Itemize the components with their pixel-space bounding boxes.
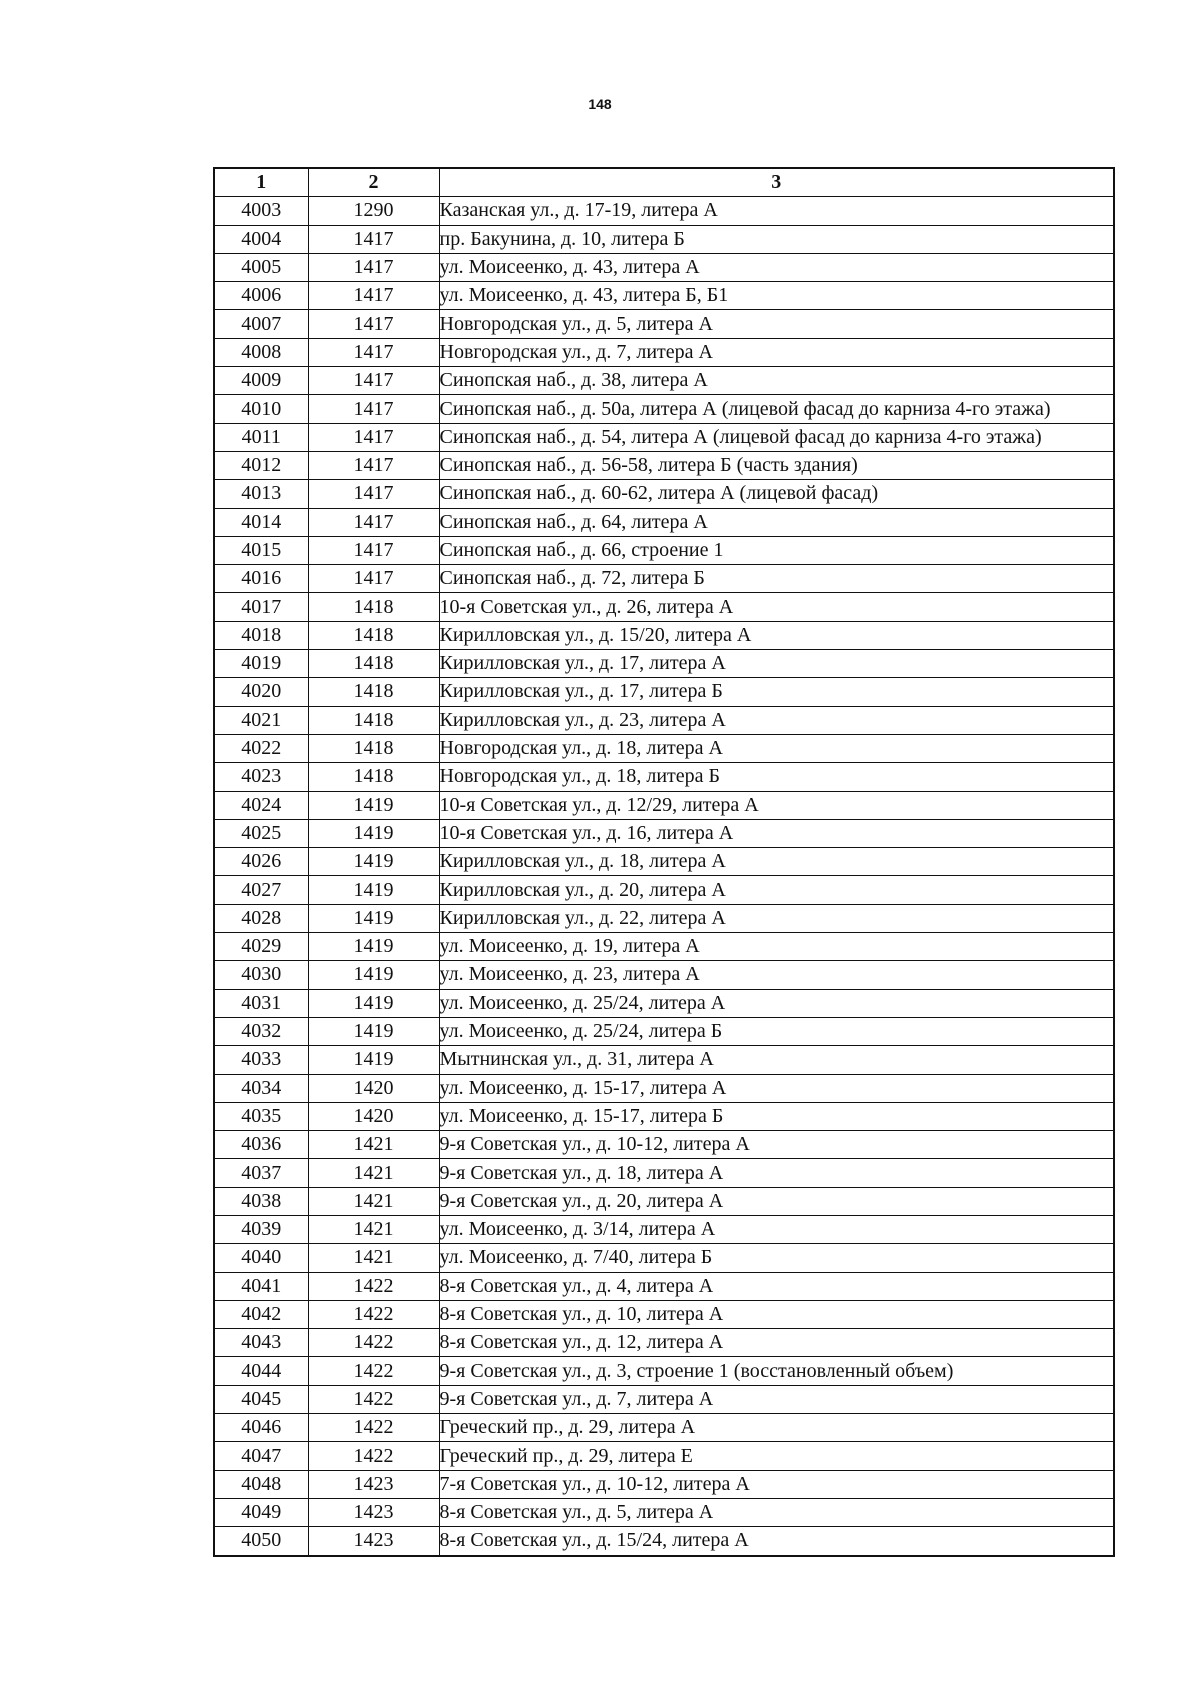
row-number-cell: 4034 [214, 1074, 308, 1102]
row-number-cell: 4010 [214, 395, 308, 423]
row-number-cell: 4015 [214, 536, 308, 564]
table-row [214, 1017, 1114, 1045]
code-cell: 1417 [308, 225, 439, 253]
row-number-cell: 4045 [214, 1385, 308, 1413]
code-cell: 1418 [308, 734, 439, 762]
table-row [214, 480, 1114, 508]
address-cell: Кирилловская ул., д. 18, литера А [439, 848, 1114, 876]
table-row [214, 565, 1114, 593]
row-number-cell: 4028 [214, 904, 308, 932]
table-row [214, 1414, 1114, 1442]
table-row [214, 933, 1114, 961]
row-number-cell: 4031 [214, 989, 308, 1017]
code-cell: 1423 [308, 1527, 439, 1556]
address-cell: ул. Моисеенко, д. 23, литера А [439, 961, 1114, 989]
address-cell: Синопская наб., д. 64, литера А [439, 508, 1114, 536]
code-cell: 1418 [308, 678, 439, 706]
table-row [214, 536, 1114, 564]
row-number-cell: 4033 [214, 1046, 308, 1074]
table-row [214, 367, 1114, 395]
table-body [214, 197, 1114, 1556]
address-cell: ул. Моисеенко, д. 3/14, литера А [439, 1215, 1114, 1243]
address-cell: ул. Моисеенко, д. 43, литера А [439, 253, 1114, 281]
row-number-cell: 4007 [214, 310, 308, 338]
table-row [214, 848, 1114, 876]
row-number-cell: 4047 [214, 1442, 308, 1470]
row-number-cell: 4043 [214, 1329, 308, 1357]
code-cell: 1417 [308, 282, 439, 310]
row-number-cell: 4018 [214, 621, 308, 649]
address-cell: Кирилловская ул., д. 17, литера Б [439, 678, 1114, 706]
table-row [214, 1442, 1114, 1470]
address-cell: Кирилловская ул., д. 20, литера А [439, 876, 1114, 904]
address-cell: 7-я Советская ул., д. 10-12, литера А [439, 1470, 1114, 1498]
code-cell: 1418 [308, 763, 439, 791]
code-cell: 1421 [308, 1244, 439, 1272]
row-number-cell: 4042 [214, 1300, 308, 1328]
row-number-cell: 4008 [214, 338, 308, 366]
row-number-cell: 4035 [214, 1102, 308, 1130]
address-cell: 8-я Советская ул., д. 5, литера А [439, 1498, 1114, 1526]
address-cell: ул. Моисеенко, д. 25/24, литера А [439, 989, 1114, 1017]
table-row [214, 1527, 1114, 1556]
code-cell: 1419 [308, 791, 439, 819]
address-cell: 8-я Советская ул., д. 15/24, литера А [439, 1527, 1114, 1556]
code-cell: 1290 [308, 197, 439, 225]
code-cell: 1421 [308, 1131, 439, 1159]
table-row [214, 989, 1114, 1017]
code-cell: 1419 [308, 1017, 439, 1045]
address-cell: 10-я Советская ул., д. 16, литера А [439, 819, 1114, 847]
address-cell: Новгородская ул., д. 18, литера Б [439, 763, 1114, 791]
code-cell: 1417 [308, 565, 439, 593]
row-number-cell: 4006 [214, 282, 308, 310]
table-row [214, 1244, 1114, 1272]
code-cell: 1418 [308, 621, 439, 649]
row-number-cell: 4027 [214, 876, 308, 904]
address-cell: 8-я Советская ул., д. 4, литера А [439, 1272, 1114, 1300]
code-cell: 1417 [308, 480, 439, 508]
page-number: 148 [588, 96, 612, 112]
code-cell: 1422 [308, 1300, 439, 1328]
table-row [214, 282, 1114, 310]
row-number-cell: 4023 [214, 763, 308, 791]
row-number-cell: 4044 [214, 1357, 308, 1385]
code-cell: 1417 [308, 395, 439, 423]
column-header-3: 3 [439, 168, 1114, 197]
table-row [214, 225, 1114, 253]
code-cell: 1419 [308, 1046, 439, 1074]
table-row [214, 819, 1114, 847]
row-number-cell: 4005 [214, 253, 308, 281]
table-row [214, 253, 1114, 281]
table-row [214, 1187, 1114, 1215]
row-number-cell: 4039 [214, 1215, 308, 1243]
address-cell: Новгородская ул., д. 7, литера А [439, 338, 1114, 366]
code-cell: 1418 [308, 706, 439, 734]
code-cell: 1417 [308, 508, 439, 536]
table-row [214, 1300, 1114, 1328]
address-cell: Греческий пр., д. 29, литера А [439, 1414, 1114, 1442]
address-cell: ул. Моисеенко, д. 15-17, литера А [439, 1074, 1114, 1102]
table-row [214, 876, 1114, 904]
row-number-cell: 4038 [214, 1187, 308, 1215]
code-cell: 1423 [308, 1498, 439, 1526]
address-cell: Греческий пр., д. 29, литера Е [439, 1442, 1114, 1470]
address-cell: Синопская наб., д. 38, литера А [439, 367, 1114, 395]
table-row [214, 1329, 1114, 1357]
address-cell: Казанская ул., д. 17-19, литера А [439, 197, 1114, 225]
table-row [214, 338, 1114, 366]
table-row [214, 395, 1114, 423]
row-number-cell: 4049 [214, 1498, 308, 1526]
table-row [214, 1357, 1114, 1385]
address-cell: Синопская наб., д. 56-58, литера Б (часть здания) [439, 451, 1114, 479]
table-row [214, 310, 1114, 338]
address-cell: Мытнинская ул., д. 31, литера А [439, 1046, 1114, 1074]
table-row [214, 1159, 1114, 1187]
table-row [214, 706, 1114, 734]
address-cell: 9-я Советская ул., д. 18, литера А [439, 1159, 1114, 1187]
address-cell: пр. Бакунина, д. 10, литера Б [439, 225, 1114, 253]
address-cell: ул. Моисеенко, д. 43, литера Б, Б1 [439, 282, 1114, 310]
address-cell: Синопская наб., д. 60-62, литера А (лицевой фасад) [439, 480, 1114, 508]
address-cell: 10-я Советская ул., д. 12/29, литера А [439, 791, 1114, 819]
address-cell: 10-я Советская ул., д. 26, литера А [439, 593, 1114, 621]
header-row [214, 168, 1114, 197]
row-number-cell: 4041 [214, 1272, 308, 1300]
code-cell: 1420 [308, 1074, 439, 1102]
row-number-cell: 4003 [214, 197, 308, 225]
code-cell: 1417 [308, 367, 439, 395]
address-cell: Кирилловская ул., д. 23, литера А [439, 706, 1114, 734]
code-cell: 1421 [308, 1187, 439, 1215]
row-number-cell: 4004 [214, 225, 308, 253]
table-row [214, 650, 1114, 678]
code-cell: 1422 [308, 1329, 439, 1357]
code-cell: 1422 [308, 1385, 439, 1413]
code-cell: 1417 [308, 253, 439, 281]
address-cell: 8-я Советская ул., д. 12, литера А [439, 1329, 1114, 1357]
code-cell: 1417 [308, 338, 439, 366]
table-row [214, 961, 1114, 989]
table-row [214, 1385, 1114, 1413]
row-number-cell: 4017 [214, 593, 308, 621]
table-row [214, 1470, 1114, 1498]
table-row [214, 1498, 1114, 1526]
address-cell: Синопская наб., д. 66, строение 1 [439, 536, 1114, 564]
address-cell: ул. Моисеенко, д. 7/40, литера Б [439, 1244, 1114, 1272]
address-cell: ул. Моисеенко, д. 15-17, литера Б [439, 1102, 1114, 1130]
code-cell: 1419 [308, 933, 439, 961]
row-number-cell: 4009 [214, 367, 308, 395]
address-cell: Новгородская ул., д. 18, литера А [439, 734, 1114, 762]
row-number-cell: 4019 [214, 650, 308, 678]
code-cell: 1418 [308, 593, 439, 621]
row-number-cell: 4014 [214, 508, 308, 536]
address-cell: Кирилловская ул., д. 17, литера А [439, 650, 1114, 678]
table-row [214, 197, 1114, 225]
code-cell: 1420 [308, 1102, 439, 1130]
code-cell: 1419 [308, 961, 439, 989]
address-cell: ул. Моисеенко, д. 19, литера А [439, 933, 1114, 961]
row-number-cell: 4013 [214, 480, 308, 508]
row-number-cell: 4046 [214, 1414, 308, 1442]
code-cell: 1417 [308, 451, 439, 479]
code-cell: 1422 [308, 1357, 439, 1385]
table-row [214, 1074, 1114, 1102]
address-cell: 9-я Советская ул., д. 7, литера А [439, 1385, 1114, 1413]
row-number-cell: 4048 [214, 1470, 308, 1498]
table-row [214, 734, 1114, 762]
table-row [214, 678, 1114, 706]
row-number-cell: 4012 [214, 451, 308, 479]
table-row [214, 1131, 1114, 1159]
row-number-cell: 4050 [214, 1527, 308, 1556]
row-number-cell: 4040 [214, 1244, 308, 1272]
row-number-cell: 4026 [214, 848, 308, 876]
code-cell: 1417 [308, 536, 439, 564]
address-cell: Новгородская ул., д. 5, литера А [439, 310, 1114, 338]
code-cell: 1422 [308, 1414, 439, 1442]
column-header-1: 1 [214, 168, 308, 197]
code-cell: 1419 [308, 904, 439, 932]
row-number-cell: 4011 [214, 423, 308, 451]
table-row [214, 791, 1114, 819]
table-row [214, 621, 1114, 649]
table-row [214, 763, 1114, 791]
row-number-cell: 4037 [214, 1159, 308, 1187]
row-number-cell: 4021 [214, 706, 308, 734]
code-cell: 1422 [308, 1272, 439, 1300]
address-cell: Кирилловская ул., д. 15/20, литера А [439, 621, 1114, 649]
table-row [214, 423, 1114, 451]
registry-table [213, 167, 1115, 1557]
table-row [214, 1046, 1114, 1074]
row-number-cell: 4032 [214, 1017, 308, 1045]
address-cell: Синопская наб., д. 72, литера Б [439, 565, 1114, 593]
row-number-cell: 4025 [214, 819, 308, 847]
address-cell: 9-я Советская ул., д. 20, литера А [439, 1187, 1114, 1215]
row-number-cell: 4036 [214, 1131, 308, 1159]
row-number-cell: 4030 [214, 961, 308, 989]
address-cell: 9-я Советская ул., д. 3, строение 1 (восстановленный объем) [439, 1357, 1114, 1385]
row-number-cell: 4024 [214, 791, 308, 819]
code-cell: 1418 [308, 650, 439, 678]
address-cell: Синопская наб., д. 50а, литера А (лицевой фасад до карниза 4-го этажа) [439, 395, 1114, 423]
table-row [214, 1102, 1114, 1130]
address-cell: 9-я Советская ул., д. 10-12, литера А [439, 1131, 1114, 1159]
table-row [214, 904, 1114, 932]
address-cell: Кирилловская ул., д. 22, литера А [439, 904, 1114, 932]
column-header-2: 2 [308, 168, 439, 197]
code-cell: 1421 [308, 1215, 439, 1243]
address-cell: 8-я Советская ул., д. 10, литера А [439, 1300, 1114, 1328]
table-row [214, 593, 1114, 621]
code-cell: 1419 [308, 848, 439, 876]
row-number-cell: 4022 [214, 734, 308, 762]
address-cell: Синопская наб., д. 54, литера А (лицевой фасад до карниза 4-го этажа) [439, 423, 1114, 451]
table-row [214, 508, 1114, 536]
code-cell: 1417 [308, 310, 439, 338]
code-cell: 1421 [308, 1159, 439, 1187]
code-cell: 1422 [308, 1442, 439, 1470]
table-row [214, 451, 1114, 479]
row-number-cell: 4029 [214, 933, 308, 961]
table-row [214, 1215, 1114, 1243]
code-cell: 1419 [308, 819, 439, 847]
table-row [214, 1272, 1114, 1300]
code-cell: 1419 [308, 989, 439, 1017]
row-number-cell: 4020 [214, 678, 308, 706]
row-number-cell: 4016 [214, 565, 308, 593]
code-cell: 1423 [308, 1470, 439, 1498]
address-cell: ул. Моисеенко, д. 25/24, литера Б [439, 1017, 1114, 1045]
code-cell: 1419 [308, 876, 439, 904]
code-cell: 1417 [308, 423, 439, 451]
